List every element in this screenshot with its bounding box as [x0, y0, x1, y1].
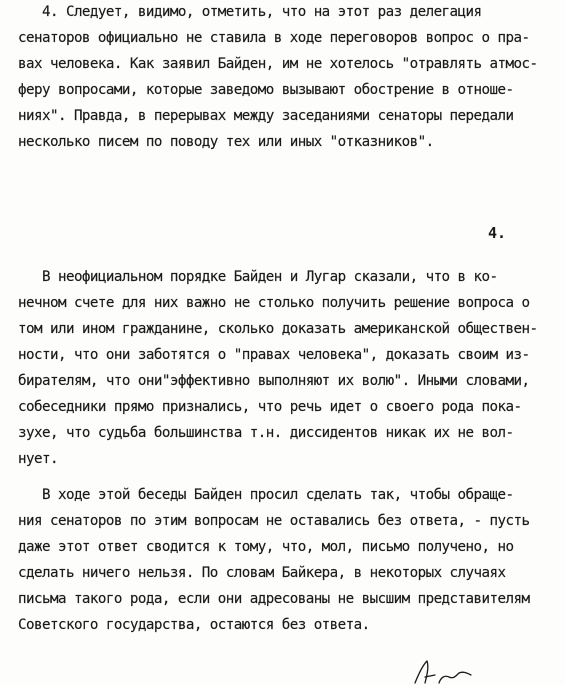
text-line: сенаторов официально не ставила в ходе переговоров вопрос о пра- [18, 30, 530, 46]
signature-mark [405, 655, 495, 685]
text-line: несколько писем по поводу тех или иных "отказников". [18, 134, 434, 150]
text-line: вах человека. Как заявил Байден, им не хотелось "отравлять атмос- [18, 56, 538, 72]
text-line: Советского государства, остаются без ответа. [18, 617, 370, 633]
text-line: зухе, что судьба большинства т.н. диссидентов никак их не вол- [18, 425, 514, 441]
text-line: нует. [18, 451, 58, 467]
text-line: даже этот ответ сводится к тому, что, мол, письмо получено, но [18, 539, 514, 555]
text-line: ности, что они заботятся о "правах человека", доказать своим из- [18, 347, 530, 363]
text-line: В неофициальном порядке Байден и Лугар сказали, что в ко- [18, 269, 498, 285]
text-line: ния сенаторов по этим вопросам не оставались без ответа, - пусть [18, 513, 530, 529]
text-line: том или ином гражданине, сколько доказать американской обществен- [18, 321, 538, 337]
text-line: В ходе этой беседы Байден просил сделать так, чтобы обраще- [18, 487, 514, 503]
text-line: феру вопросами, которые заведомо вызывают обострение в отноше- [18, 82, 514, 98]
text-line: бирателям, что они"эффективно выполняют их волю". Иными словами, [18, 373, 530, 389]
text-line: ниях". Правда, в перерывах между заседаниями сенаторы передали [18, 108, 514, 124]
text-line: письма такого рода, если они адресованы не высшим представителям [18, 591, 530, 607]
text-line: 4. Следует, видимо, отметить, что на этот раз делегация [18, 4, 482, 20]
page-number: 4. [488, 224, 507, 242]
text-line: собеседники прямо признались, что речь идет о своего рода пока- [18, 399, 522, 415]
text-line: нечном счете для них важно не столько получить решение вопроса о [18, 295, 530, 311]
text-line: сделать ничего нельзя. По словам Байкера, в некоторых случаях [18, 565, 506, 581]
